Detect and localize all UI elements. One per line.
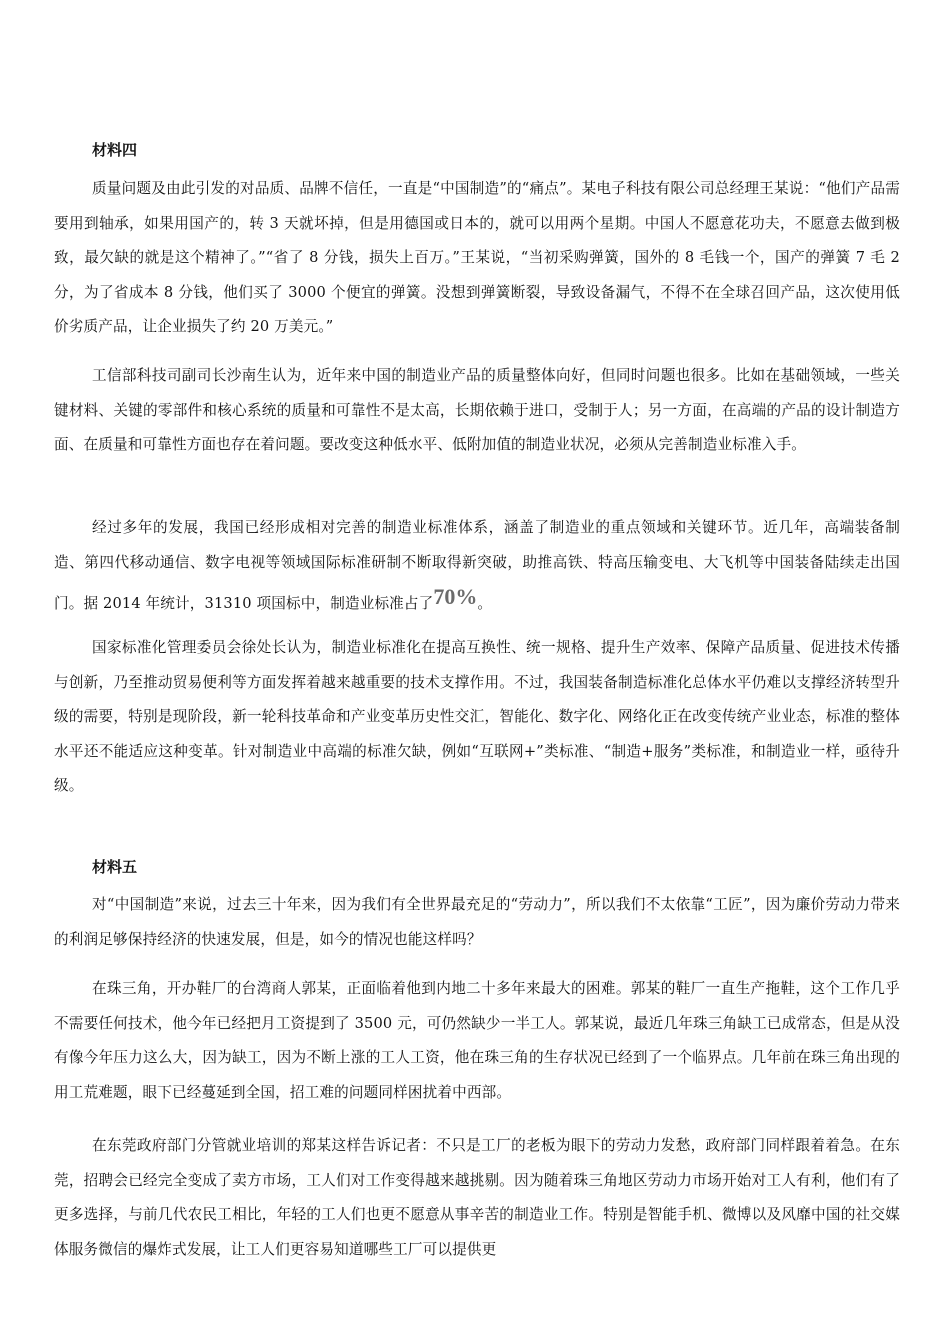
- paragraph: 国家标准化管理委员会徐处长认为，制造业标准化在提高互换性、统一规格、提升生产效率、保障产品质量、促进技术传播与创新，乃至推动贸易便利等方面发挥着越来越重要的技术支撑作用。不过，我国装备制造标准化总体水平仍难以支撑经济转型升级的需要，特别是现阶段，新一轮科技革命和产业变革历史性交汇，智能化、数字化、网络化正在改变传统产业业态，标准的整体水平还不能适应这种变革。针对制造业中高端的标准欠缺，例如“互联网+”类标准、“制造+服务”类标准，和制造业一样，亟待升级。: [54, 639, 900, 794]
- section-heading-material-5: 材料五: [92, 858, 138, 876]
- paragraph-text: 经过多年的发展，我国已经形成相对完善的制造业标准体系，涵盖了制造业的重点领域和关键环节。近几年，高端装备制造、第四代移动通信、数字电视等领域国际标准研制不断取得新突破，助推高铁、特高压输变电、大飞机等中国装备陆续走出国门。据 2014 年统计，31310 项国标中，制造业标准占了: [54, 519, 900, 612]
- percentage-figure: 70%: [433, 584, 478, 609]
- paragraph: 在东莞政府部门分管就业培训的郑某这样告诉记者：不只是工厂的老板为眼下的劳动力发愁，政府部门同样跟着着急。在东莞，招聘会已经完全变成了卖方市场，工人们对工作变得越来越挑剔。因为随着珠三角地区劳动力市场开始对工人有利，他们有了更多选择，与前几代农民工相比，年轻的工人们也更不愿意从事辛苦的制造业工作。特别是智能手机、微博以及风靡中国的社交媒体服务微信的爆炸式发展，让工人们更容易知道哪些工厂可以提供更: [54, 1137, 900, 1258]
- paragraph: 质量问题及由此引发的对品质、品牌不信任，一直是“中国制造”的“痛点”。某电子科技有限公司总经理王某说：“他们产品需要用到轴承，如果用国产的，转 3 天就坏掉，但是用德国或日本的，就可以用两个星期。中国人不愿意花功夫，不愿意去做到极致，最欠缺的就是这个精神了。”“省了 8 分钱，损失上百万。”王某说，“当初采购弹簧，国外的 8 毛钱一个，国产的弹簧 7 毛 2 分，为了省成本 8 分钱，他们买了 3000 个便宜的弹簧。没想到弹簧断裂，导致设备漏气，不得不在全球召回产品，这次使用低价劣质产品，让企业损失了约 20 万美元。”: [54, 180, 900, 335]
- paragraph: [54, 511, 900, 622]
- section-heading-material-4: 材料四: [92, 141, 138, 159]
- paragraph: 对“中国制造”来说，过去三十年来，因为我们有全世界最充足的“劳动力”，所以我们不太依靠“工匠”，因为廉价劳动力带来的利润足够保持经济的快速发展，但是，如今的情况也能这样吗？: [54, 896, 900, 948]
- paragraph: 工信部科技司副司长沙南生认为，近年来中国的制造业产品的质量整体向好，但同时问题也很多。比如在基础领域，一些关键材料、关键的零部件和核心系统的质量和可靠性不是太高，长期依赖于进口，受制于人；另一方面，在高端的产品的设计制造方面、在质量和可靠性方面也存在着问题。要改变这种低水平、低附加值的制造业状况，必须从完善制造业标准入手。: [54, 367, 900, 453]
- paragraph: 在珠三角，开办鞋厂的台湾商人郭某，正面临着他到内地二十多年来最大的困难。郭某的鞋厂一直生产拖鞋，这个工作几乎不需要任何技术，他今年已经把月工资提到了 3500 元，可仍然缺少一半工人。郭某说，最近几年珠三角缺工已成常态，但是从没有像今年压力这么大，因为缺工，因为不断上涨的工人工资，他在珠三角的生存状况已经到了一个临界点。几年前在珠三角出现的用工荒难题，眼下已经蔓延到全国，招工难的问题同样困扰着中西部。: [54, 980, 900, 1101]
- paragraph-end: 。: [477, 595, 493, 612]
